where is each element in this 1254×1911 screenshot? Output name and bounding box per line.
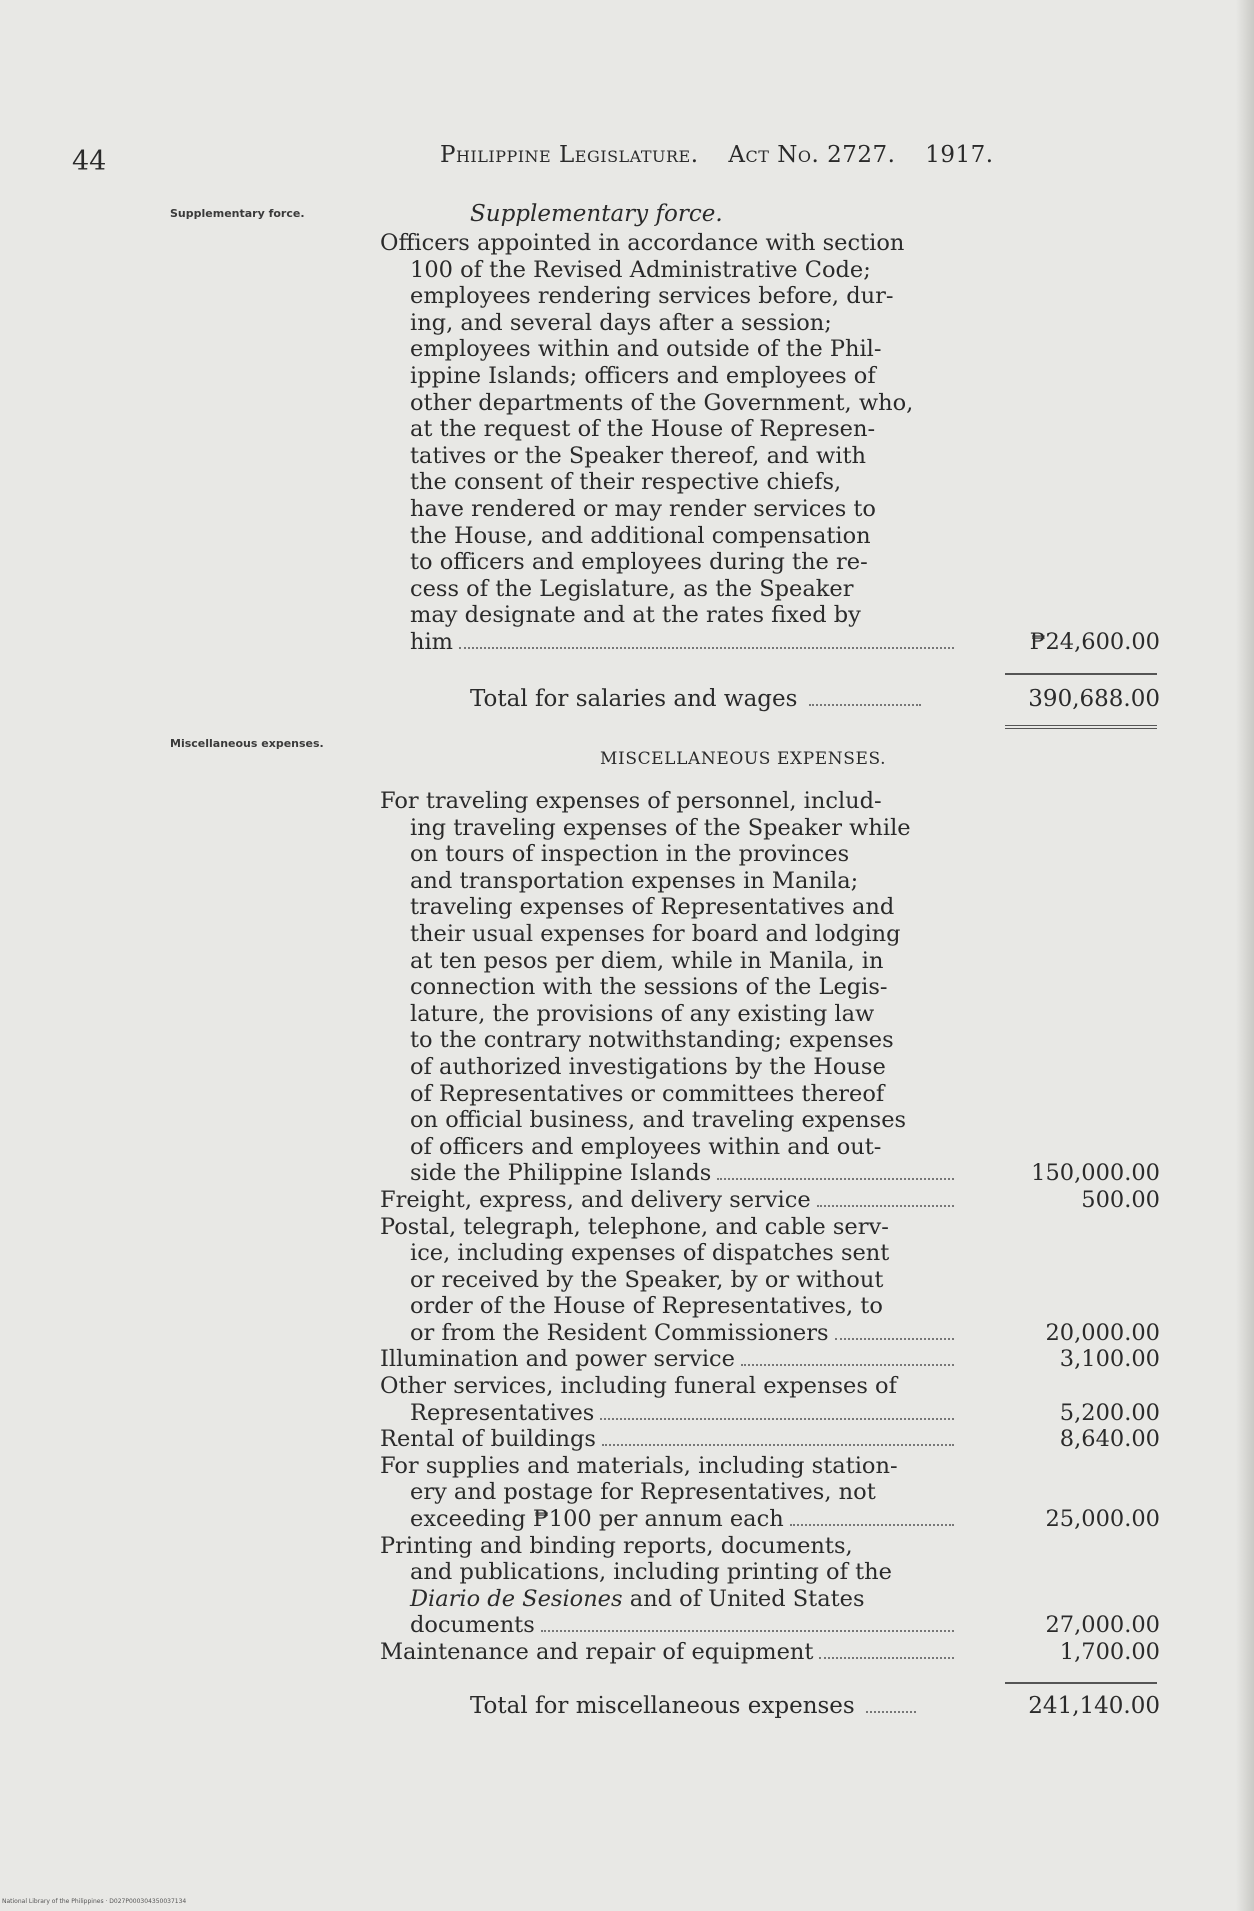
entry-line-text: For supplies and materials, including station- <box>380 1452 898 1479</box>
expense-item <box>380 1426 1160 1453</box>
entry-line <box>380 310 960 337</box>
total-salaries-amount: 390,688.00 <box>1028 686 1160 712</box>
double-rule <box>1005 725 1157 729</box>
expense-item <box>380 1346 1160 1373</box>
entry-line <box>380 1293 960 1320</box>
entry-line <box>380 1054 960 1081</box>
expense-item <box>380 1214 1160 1347</box>
act-number: Act No. 2727. <box>728 142 896 168</box>
dot-leader <box>459 647 954 649</box>
entry-line-text: may designate and at the rates fixed by <box>410 602 861 629</box>
total-misc-label: Total for miscellaneous expenses <box>470 1693 855 1719</box>
dot-leader <box>717 1178 954 1180</box>
entry-description <box>380 1346 960 1373</box>
entry-line-text: employees rendering services before, dur- <box>410 283 894 310</box>
entry-line <box>380 1160 960 1187</box>
entry-line <box>380 576 960 603</box>
entry-line <box>380 1453 960 1480</box>
rule-line <box>1005 1682 1157 1684</box>
miscellaneous-entries <box>380 788 1160 1666</box>
entry-line-text: or received by the Speaker, by or without <box>410 1266 884 1293</box>
entry-line <box>380 1559 960 1586</box>
entry-amount: 1,700.00 <box>1059 1639 1160 1665</box>
entry-line-text: ing traveling expenses of the Speaker while <box>410 814 911 841</box>
running-head <box>440 142 1016 168</box>
entry-line <box>380 1612 960 1639</box>
entry-line <box>380 788 960 815</box>
entry-line-text: of authorized investigations by the House <box>410 1053 886 1080</box>
entry-line <box>380 1187 960 1214</box>
entry-line <box>380 1373 960 1400</box>
footer-note: National Library of the Philippines · D027P000304350037134 <box>2 1898 187 1905</box>
entry-line-text: of officers and employees within and out- <box>410 1133 882 1160</box>
entry-description <box>380 1453 960 1533</box>
dot-leader <box>602 1444 954 1446</box>
entry-line <box>380 469 960 496</box>
entry-line <box>380 1081 960 1108</box>
rule-line <box>1005 673 1157 675</box>
dot-leader <box>790 1524 954 1526</box>
section-heading-miscellaneous: MISCELLANEOUS EXPENSES. <box>600 749 887 769</box>
entry-line <box>380 1320 960 1347</box>
entry-amount: 150,000.00 <box>1031 1160 1160 1187</box>
entry-line-text: ippine Islands; officers and employees of <box>410 362 876 389</box>
total-salaries-row <box>470 686 1160 712</box>
entry-amount: 500.00 <box>1081 1186 1160 1213</box>
entry-line-text: him <box>410 628 454 655</box>
expense-item <box>380 1639 1160 1666</box>
entry-line <box>380 1533 960 1560</box>
entry-amount: 20,000.00 <box>1045 1319 1160 1346</box>
entry-line-text: traveling expenses of Representatives and <box>410 894 895 921</box>
entry-line <box>380 921 960 948</box>
total-salaries-label: Total for salaries and wages <box>470 686 798 712</box>
entry-line-text: exceeding ₱100 per annum each <box>410 1506 784 1533</box>
entry-line-text: documents <box>410 1612 535 1639</box>
entry-line <box>380 629 960 656</box>
total-misc-amount: 241,140.00 <box>1028 1693 1160 1719</box>
expense-item <box>380 788 1160 1187</box>
expense-item <box>380 1373 1160 1426</box>
entry-amount: 25,000.00 <box>1045 1506 1160 1533</box>
year: 1917. <box>925 142 994 168</box>
entry-line-text: ice, including expenses of dispatches sent <box>410 1240 890 1267</box>
entry-line-text: have rendered or may render services to <box>410 495 876 522</box>
entry-line-text: order of the House of Representatives, to <box>410 1293 883 1320</box>
margin-note-supplementary: Supplementary force. <box>170 207 305 220</box>
entry-line-text: Freight, express, and delivery service <box>380 1186 811 1213</box>
entry-line-text: Officers appointed in accordance with section <box>380 230 905 256</box>
entry-line <box>380 894 960 921</box>
dot-leader <box>835 1338 954 1340</box>
running-title: Philippine Legislature. <box>440 142 699 168</box>
entry-amount: 27,000.00 <box>1045 1612 1160 1639</box>
entry-line-text: or from the Resident Commissioners <box>410 1319 829 1346</box>
entry-line-text: at ten pesos per diem, while in Manila, in <box>410 947 884 974</box>
entry-line <box>380 1267 960 1294</box>
entry-line <box>380 1400 960 1427</box>
entry-description <box>380 1533 960 1639</box>
page-number: 44 <box>72 146 107 177</box>
entry-line-text: on tours of inspection in the provinces <box>410 841 850 868</box>
entry-line <box>380 815 960 842</box>
entry-line-text: the consent of their respective chiefs, <box>410 469 842 496</box>
entry-line-text: Rental of buildings <box>380 1426 596 1453</box>
entry-line-text: at the request of the House of Represen- <box>410 416 876 443</box>
expense-item <box>380 1533 1160 1639</box>
dot-leader <box>866 1711 916 1713</box>
entry-line-text: lature, the provisions of any existing law <box>410 1000 875 1027</box>
expense-item <box>380 1453 1160 1533</box>
entry-line <box>380 1027 960 1054</box>
dot-leader <box>741 1364 954 1366</box>
section-heading-supplementary: Supplementary force. <box>470 201 723 227</box>
entry-line <box>380 1506 960 1533</box>
supplementary-entries <box>380 230 1160 656</box>
entry-line <box>380 1639 960 1666</box>
dot-leader <box>600 1418 954 1420</box>
total-misc-row <box>470 1693 1160 1719</box>
entry-amount: ₱24,600.00 <box>1029 628 1160 655</box>
dot-leader <box>819 1657 954 1659</box>
entry-description <box>380 788 960 1187</box>
dot-leader <box>817 1205 954 1207</box>
entry-description <box>380 230 960 656</box>
entry-line <box>380 443 960 470</box>
entry-line <box>380 1586 960 1613</box>
entry-line-text: Printing and binding reports, documents, <box>380 1532 853 1559</box>
entry-line-text: Postal, telegraph, telephone, and cable serv- <box>380 1213 889 1240</box>
entry-line-text: 100 of the Revised Administrative Code; <box>410 256 871 283</box>
entry-line-text: on official business, and traveling expenses <box>410 1107 907 1134</box>
entry-line-text: the House, and additional compensation <box>410 522 871 549</box>
entry-line <box>380 230 960 257</box>
entry-line-text: Illumination and power service <box>380 1346 735 1373</box>
entry-line-text: ery and postage for Representatives, not <box>410 1479 876 1506</box>
entry-line-text: Diario de Sesiones and of United States <box>410 1585 865 1612</box>
entry-line <box>380 283 960 310</box>
entry-description <box>380 1214 960 1347</box>
entry-line <box>380 549 960 576</box>
entry-line-text: For traveling expenses of personnel, includ- <box>380 788 882 814</box>
entry-description <box>380 1187 960 1214</box>
entry-line-text: Maintenance and repair of equipment <box>380 1639 814 1665</box>
entry-line-text: to the contrary notwithstanding; expenses <box>410 1027 894 1054</box>
entry-line <box>380 948 960 975</box>
entry-line <box>380 868 960 895</box>
entry-line-text: ing, and several days after a session; <box>410 309 832 336</box>
dot-leader <box>809 704 921 706</box>
entry-line <box>380 1107 960 1134</box>
entry-line-text: their usual expenses for board and lodging <box>410 920 901 947</box>
entry-line <box>380 602 960 629</box>
entry-amount: 8,640.00 <box>1059 1426 1160 1453</box>
entry-line <box>380 1346 960 1373</box>
supplementary-entry <box>380 230 1160 656</box>
dot-leader <box>541 1630 954 1632</box>
entry-description <box>380 1426 960 1453</box>
entry-line <box>380 416 960 443</box>
entry-line <box>380 523 960 550</box>
entry-line <box>380 1134 960 1161</box>
entry-line <box>380 496 960 523</box>
entry-line-text: Other services, including funeral expenses of <box>380 1373 897 1400</box>
entry-line <box>380 336 960 363</box>
entry-line-text: and publications, including printing of the <box>410 1559 892 1586</box>
entry-line <box>380 1214 960 1241</box>
entry-line-text: connection with the sessions of the Legis- <box>410 974 888 1001</box>
entry-line-text: other departments of the Government, who, <box>410 389 914 416</box>
entry-description <box>380 1639 960 1666</box>
entry-line-text: and transportation expenses in Manila; <box>410 867 859 894</box>
entry-line-text: tatives or the Speaker thereof, and with <box>410 442 867 469</box>
entry-line <box>380 841 960 868</box>
margin-note-miscellaneous: Miscellaneous expenses. <box>170 737 324 750</box>
entry-line-text: side the Philippine Islands <box>410 1160 712 1187</box>
entry-description <box>380 1373 960 1426</box>
entry-line <box>380 1240 960 1267</box>
entry-amount: 3,100.00 <box>1059 1346 1160 1373</box>
entry-line <box>380 257 960 284</box>
entry-line-text: cess of the Legislature, as the Speaker <box>410 575 854 602</box>
expense-item <box>380 1187 1160 1214</box>
entry-line <box>380 390 960 417</box>
entry-line-text: employees within and outside of the Phil- <box>410 336 882 363</box>
entry-amount: 5,200.00 <box>1059 1399 1160 1426</box>
entry-line-text: of Representatives or committees thereof <box>410 1080 885 1107</box>
entry-line-text: to officers and employees during the re- <box>410 549 868 576</box>
entry-line <box>380 1001 960 1028</box>
entry-line-text: Representatives <box>410 1399 595 1426</box>
entry-line <box>380 1426 960 1453</box>
entry-line <box>380 1479 960 1506</box>
entry-line <box>380 974 960 1001</box>
entry-line <box>380 363 960 390</box>
